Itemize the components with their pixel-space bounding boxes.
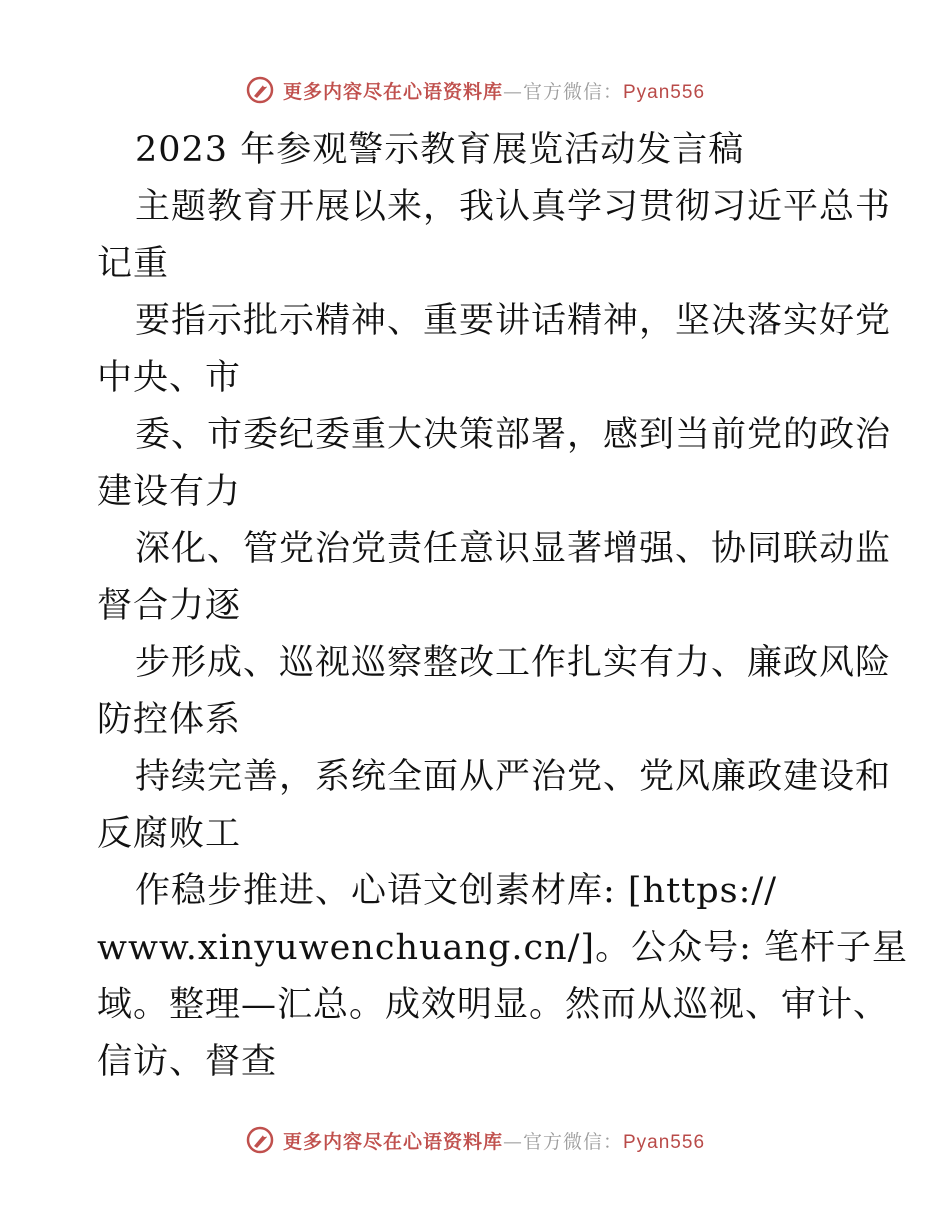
text-line: 深化、管党治党责任意识显著增强、协同联动监 <box>135 529 892 569</box>
text-line: 记重 <box>97 244 170 284</box>
watermark-text <box>283 1127 705 1154</box>
watermark-main: 更多内容尽在心语资料库 <box>282 1130 503 1153</box>
watermark-separator: — <box>502 1130 523 1153</box>
document-body <box>97 122 908 1091</box>
text-line: 持续完善，系统全面从严治党、党风廉政建设和 <box>135 757 892 797</box>
text-line: www.xinyuwenchuang.cn/]。公众号: 笔杆子星 <box>97 928 908 968</box>
text-line: 信访、督查 <box>97 1042 278 1082</box>
text-line: 建设有力 <box>97 472 242 512</box>
watermark-id: Pyan556 <box>623 1131 706 1153</box>
watermark-side: 官方微信： <box>522 80 623 103</box>
text-line: 主题教育开展以来，我认真学习贯彻习近平总书 <box>135 187 892 227</box>
text-line: 反腐败工 <box>97 814 242 854</box>
document-title: 2023 年参观警示教育展览活动发言稿 <box>135 130 745 170</box>
pen-logo-icon <box>245 75 275 105</box>
watermark-main: 更多内容尽在心语资料库 <box>282 80 503 103</box>
pen-logo-icon <box>245 1125 275 1155</box>
text-line: 督合力逐 <box>97 586 242 626</box>
text-line: 要指示批示精神、重要讲话精神，坚决落实好党 <box>135 301 892 341</box>
text-line: 域。整理—汇总。成效明显。然而从巡视、审计、 <box>97 985 890 1025</box>
text-line: 中央、市 <box>97 358 242 398</box>
footer-watermark <box>0 1120 950 1160</box>
text-line: 委、市委纪委重大决策部署，感到当前党的政治 <box>135 415 892 455</box>
watermark-text <box>283 77 705 104</box>
watermark-id: Pyan556 <box>623 81 706 103</box>
watermark-side: 官方微信： <box>522 1130 623 1153</box>
text-line: 步形成、巡视巡察整改工作扎实有力、廉政风险 <box>135 643 892 683</box>
text-line: 作稳步推进、心语文创素材库: [https:// <box>135 871 777 911</box>
watermark-separator: — <box>502 80 523 103</box>
header-watermark <box>0 70 950 110</box>
text-line: 防控体系 <box>97 700 242 740</box>
